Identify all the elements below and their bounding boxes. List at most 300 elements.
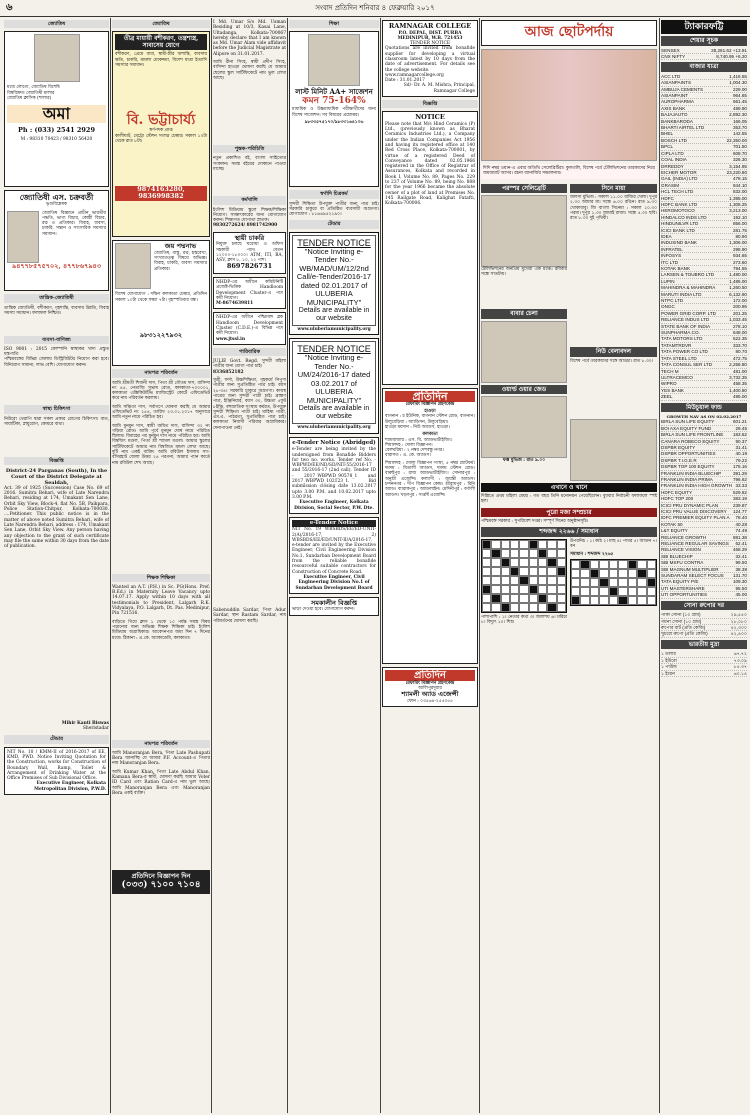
stock-name: TATA MOTORS LTD bbox=[661, 336, 703, 342]
court-notice-body: Act. 39 of 1925 (Succession) Case No. 69 of 2016. Sumitra Behari, wife of Late Narendra Behari, residing at 174, Umakant Sen Lane, Orbit Sky View, Block-4, flat No. 5B, Paikpara, Police Station-Chitpur, Kolkata-700030. ....Petitioner. This public notice is in the matter of above noted Sumitra Behari, wife of Late Narendra Behari, address : 174, Umakant Sen Lane, Orbit Sky View. Any person having any objection to the grant of such certificate may file the same within 30 days from the date of publication. bbox=[4, 485, 110, 550]
fund-value: 45.00 bbox=[735, 592, 747, 598]
fund-value: 391.29 bbox=[732, 470, 747, 476]
crossword-cell[interactable] bbox=[482, 576, 491, 585]
crossword-cell[interactable] bbox=[547, 549, 556, 558]
crossword-cell[interactable] bbox=[519, 567, 528, 576]
sthayi-title: স্থায়ী চাকরি bbox=[234, 233, 265, 242]
stock-value: 3,154.95 bbox=[729, 163, 747, 169]
crossword-cell[interactable] bbox=[538, 558, 547, 567]
stock-value: 495.00 bbox=[732, 394, 747, 400]
fund-value: 90.37 bbox=[735, 438, 747, 444]
stock-name: ACC LTD bbox=[661, 73, 681, 79]
affidavit-extra: আমি মুনমুন দাস, স্বামী অমিত দাস, বাসিন্দা ৩২ নং গড়িয়া রোড। আমি পূর্বে মুনমুন ঘোষ নামে পরিচিত ছিলাম। বিবাহের পর মুনমুন দাস নামে পরিচিত হব। আমি বিশ্বজিৎ মণ্ডল, পিতা শ্রী শ্যামল মণ্ডল। আমার স্কুলের সার্টিফিকেটে আমার নাম বিশ্বজিত মন্ডল লেখা আছে। দুটি নাম একই ব্যক্তি। আমি রবিউল ইসলাম সাং- বসিরহাট জেলা উত্তর ২৪ পরগনা, আমার প্যান কার্ডে নাম রবিউল শেখ আছে। bbox=[112, 423, 210, 466]
crossword-cell[interactable] bbox=[547, 558, 556, 567]
coaching-sub: কমন 75-164% bbox=[302, 96, 366, 107]
crossword-cell[interactable] bbox=[519, 558, 528, 567]
jaya-body: বিশেষ যোগাযোগ : দক্ষিণ কলকাতা চেম্বার, প্রতিদিন সকাল ১০টা থেকে সন্ধ্যা ৭টা। বৃহস্পতিবার বন্ধ। bbox=[115, 292, 207, 303]
crossword-cell bbox=[571, 560, 580, 569]
tender-head: টেন্ডার bbox=[4, 735, 109, 743]
centre-0: হাওড়া bbox=[424, 409, 436, 415]
show3-photo bbox=[481, 321, 567, 383]
crossword-cell bbox=[609, 596, 618, 605]
astro-phone-line: Ph : (033) 2541 2929 bbox=[18, 126, 95, 135]
agenda-head: পুরো মজা সম্প্রচার bbox=[481, 508, 657, 518]
fund-value: 529.62 bbox=[732, 489, 747, 495]
crossword-cell bbox=[647, 560, 656, 569]
fund-list bbox=[661, 419, 747, 598]
crossword-cell[interactable] bbox=[510, 576, 519, 585]
crossword-cell[interactable] bbox=[482, 567, 491, 576]
crossword-cell[interactable] bbox=[538, 549, 547, 558]
crossword-cell[interactable] bbox=[557, 540, 566, 549]
shikshak-head: শিক্ষক শিক্ষিকা bbox=[112, 574, 210, 582]
stock-value: 1,004.30 bbox=[729, 80, 747, 86]
show4-photo bbox=[570, 419, 657, 481]
fund-value: 40.28 bbox=[735, 521, 747, 527]
crossword-cell[interactable] bbox=[529, 540, 538, 549]
notice-title: NOTICE bbox=[415, 113, 445, 122]
notice-head: বিজ্ঞপ্তি bbox=[382, 100, 478, 108]
gold-name: গয়না সোনা (১০ গ্রাম) bbox=[661, 618, 702, 624]
crossword-cell[interactable] bbox=[538, 567, 547, 576]
crossword-cell[interactable] bbox=[482, 558, 491, 567]
crossword-cell[interactable] bbox=[529, 567, 538, 576]
stock-name: ZEEL bbox=[661, 394, 673, 400]
crossword-cell[interactable] bbox=[538, 540, 547, 549]
crossword-cell[interactable] bbox=[529, 603, 538, 612]
crossword-cell[interactable] bbox=[547, 576, 556, 585]
stock-value: 23,220.80 bbox=[726, 169, 747, 175]
crossword-cell[interactable] bbox=[529, 549, 538, 558]
stock-value: 1,308.25 bbox=[729, 201, 747, 207]
centre-2: উলুবেড়িয়া : অ্যাডিসন, উলুবেড়িয়া। bbox=[385, 419, 449, 425]
stock-value: 522.35 bbox=[732, 336, 747, 342]
index-value: 28,261.62 +13.91 bbox=[711, 47, 747, 53]
sahakari-ad bbox=[289, 597, 379, 616]
puzzle-head: শব্দজব্দ ২২৬৬ / সমাধান bbox=[481, 527, 657, 537]
stock-value: 478.15 bbox=[732, 176, 747, 182]
crossword-cell[interactable] bbox=[557, 549, 566, 558]
crossword-cell[interactable] bbox=[501, 594, 510, 603]
crossword-cell bbox=[580, 560, 589, 569]
sthayi-text: নিযুক্ত চলছে ঘরোয়া ও অফিস সহকারী পদে। বেতন ১২০০০-১৮০০০। ATM, ITI, BA, ASV, ক্লাস ৮, ১০, ১২ পাশ। bbox=[216, 242, 283, 264]
bottom-centre bbox=[382, 667, 478, 707]
crossword-cell[interactable] bbox=[538, 594, 547, 603]
ticker-brand: ট্যাকারফট্টি bbox=[661, 20, 747, 34]
crossword-cell[interactable] bbox=[557, 558, 566, 567]
paribarik-head: পারিবারিক bbox=[213, 348, 286, 356]
stock-name: ONGC bbox=[661, 304, 675, 310]
fund-name: UTI OPPORTUNITIES bbox=[661, 592, 708, 598]
astro-phones: M : 98310 70423 / 98310 56420 bbox=[20, 136, 93, 142]
julie-phone: 8336852182 bbox=[213, 369, 244, 375]
stock-name: HEROMOTOCO bbox=[661, 208, 695, 214]
jyoti-sub: ভৃগুবিশ্লেষক bbox=[46, 202, 67, 208]
centre-8: বারাসত : এ. কে. অ্যাডস। bbox=[385, 453, 431, 459]
banner-text: আজ ছোটপর্দায় bbox=[524, 24, 614, 40]
teacher-extra: বাড়িতে গিয়ে ক্লাস ১ থেকে ১০ পর্যন্ত সমস্ত বিষয় পড়ানোর জন্য অভিজ্ঞ শিক্ষক শিক্ষিকা চাই। ইংলিশ মিডিয়াম অগ্রাধিকার। আবেদনপত্র জমা দিন ৭ দিনের মধ্যে। ঠিকানা : এ.কে. অ্যাকাডেমি, কলকাতা। bbox=[112, 619, 210, 641]
tender1-details: Details are available in our website bbox=[298, 307, 370, 323]
crossword-cell bbox=[628, 569, 637, 578]
gold-value: ৪২,৩০০ bbox=[730, 625, 747, 631]
astro-line-2: বিশ্ববিশ্রুত জ্যোতিষী মালার bbox=[7, 90, 55, 96]
stock-value: 172.00 bbox=[732, 298, 747, 304]
stock-value: 608.70 bbox=[732, 150, 747, 156]
stock-value: 481.00 bbox=[732, 368, 747, 374]
crossword-cell[interactable] bbox=[491, 558, 500, 567]
crossword-cell[interactable] bbox=[501, 558, 510, 567]
indices-list bbox=[661, 48, 747, 61]
currency-row bbox=[661, 671, 747, 677]
stock-value: 661.45 bbox=[732, 99, 747, 105]
crossword-cell[interactable] bbox=[557, 567, 566, 576]
col3-bottom: Sabenuddin Sardar, পিতা Adur Sardar, স্থান Rastam Sardar, নাম পরিবর্তনের ঘোষণা করছি। bbox=[213, 608, 286, 624]
crossword-cell bbox=[599, 560, 608, 569]
crossword-cell[interactable] bbox=[538, 585, 547, 594]
centre-1: বাগনান : চ ইউনিক, বাগনান স্টেশন রোড, বাগনান। bbox=[385, 414, 475, 420]
tender2-details: Details are available in our website bbox=[298, 405, 370, 421]
crossword-cell[interactable] bbox=[519, 540, 528, 549]
stock-value: 701.50 bbox=[732, 144, 747, 150]
mf-head: মিউচুয়াল ফান্ড bbox=[661, 403, 747, 413]
currency-name: ১ ডলার bbox=[661, 651, 676, 657]
stock-name: ITC LTD bbox=[661, 259, 679, 265]
fund-value: 29.45 bbox=[735, 425, 747, 431]
name-change-head: নামপত্র পরিবর্তন bbox=[112, 740, 210, 748]
crossword-cell bbox=[571, 578, 580, 587]
affidavit-1: আমি শ্রীমতী শিবানী দাস, পিতা শ্রী গৌতম দাস, বাসিন্দা নং ৪৫, নেতাজি সুভাষ রোড, কলকাতা-৭০০০০১, কলকাতা এক্সিকিউটিভ ম্যাজিস্ট্রেট কোর্টে এফিডেভিট করে নাম পরিবর্তন করলাম। bbox=[112, 380, 210, 402]
stock-name: HDFC bbox=[661, 195, 674, 201]
crossword-grid[interactable] bbox=[481, 539, 567, 613]
crossword-cell[interactable] bbox=[547, 585, 556, 594]
lead-text: দিদি নম্বর ওয়ান-এ এবার অতিথি সেলেব্রিটিরা। কুলতলি, বিশেষ পর্বে টেলিভিশনের তারকাদের নিয়ে জমজমাট আসর। রচনা ব্যানার্জির সঞ্চালনায়। bbox=[481, 164, 657, 179]
crossword-cell[interactable] bbox=[529, 594, 538, 603]
crossword-cell[interactable] bbox=[501, 549, 510, 558]
crossword-cell[interactable] bbox=[519, 603, 528, 612]
crossword-cell[interactable] bbox=[510, 558, 519, 567]
stock-value: 22,350.00 bbox=[726, 137, 747, 143]
crossword-cell bbox=[609, 560, 618, 569]
stock-name: COAL INDIA bbox=[661, 157, 687, 163]
college-title: RAMNAGAR COLLEGE bbox=[388, 22, 472, 30]
crossword-cell[interactable] bbox=[547, 567, 556, 576]
crossword-cell[interactable] bbox=[510, 567, 519, 576]
college-notice bbox=[382, 20, 478, 97]
centre-4: কলকাতা bbox=[422, 432, 438, 438]
currency-value: ৬০.১৪ bbox=[733, 670, 747, 676]
crossword-cell[interactable] bbox=[510, 603, 519, 612]
college-sign: Sd/- Dr. A. M. Mishra, Principal, Ramnagar College bbox=[403, 83, 475, 94]
answers-head: সমাধান : শব্দজব্দ ২২৬৫ bbox=[570, 551, 614, 557]
college-addr: P.O. DEPAL, DIST. PURBA MEDINIPUR, W.B. 721453 bbox=[397, 30, 463, 41]
crossword-cell[interactable] bbox=[491, 576, 500, 585]
column-7 bbox=[661, 20, 747, 1110]
fund-value: 383.19 bbox=[732, 496, 747, 502]
index-name: CNX NIFTY bbox=[661, 53, 686, 59]
tender2-web[interactable]: www.uluberiamunicipality.org bbox=[297, 425, 371, 431]
stock-value: 333.70 bbox=[732, 342, 747, 348]
stock-value: 80.90 bbox=[735, 233, 747, 239]
bottom-ad bbox=[112, 870, 210, 895]
show5-title: ওয়ার্ল্ড ওয়ার জেড bbox=[481, 385, 567, 395]
column-6 bbox=[481, 20, 657, 1110]
crossword-cell[interactable] bbox=[519, 585, 528, 594]
name-change-text: আমি Manoranjan Bera, পিতা Late Pashupati Bera জানাচ্ছি যে আমার P.F. Account-এ পিতার নাম Manoranjan Bera. bbox=[112, 750, 210, 767]
crossword-cell[interactable] bbox=[482, 603, 491, 612]
affidavit-2: আমি সঞ্চিতা দাস, সর্বাগণে ঘোষণা করছি যে আমার এফিডেভিট নং ২৫৪, তারিখ ২৩.০১.২০১৭ অনুসারে আমি নতুন নামে পরিচিত হব। bbox=[112, 404, 210, 421]
stock-name: MARUTI INDIA LTD bbox=[661, 291, 702, 297]
currency-value: ৭৩.০৯ bbox=[733, 657, 747, 663]
crossword-cell bbox=[599, 569, 608, 578]
market-head: শেয়ার সূচক bbox=[661, 36, 747, 46]
crossword-cell[interactable] bbox=[491, 567, 500, 576]
classified-head-1: তান্ত্রিক-জ্যোতিষী bbox=[4, 294, 109, 302]
crossword-cell[interactable] bbox=[547, 540, 556, 549]
crossword-cell[interactable] bbox=[501, 576, 510, 585]
crossword-cell[interactable] bbox=[510, 594, 519, 603]
gold-row bbox=[661, 631, 747, 637]
crossword-cell bbox=[580, 587, 589, 596]
coaching-title: লাস্ট মিনিট AA+ সাজেশন bbox=[295, 87, 373, 97]
stock-name: EICHER MOTOR bbox=[661, 169, 697, 175]
crossword-cell bbox=[647, 569, 656, 578]
stock-list bbox=[661, 74, 747, 401]
crossword-cell[interactable] bbox=[491, 594, 500, 603]
fund-value: 78.40 bbox=[735, 515, 747, 521]
crossword-cell bbox=[599, 596, 608, 605]
jyoti-phone: ৯৪৭৭৮৫৭৫৭০২, ৪৭৭৮৬৭৯৪৩ bbox=[12, 261, 101, 270]
court-sign: Mihir Kanti Biswas bbox=[61, 720, 109, 726]
crossword-cell[interactable] bbox=[510, 549, 519, 558]
stock-row bbox=[661, 394, 747, 400]
nhdp-web[interactable]: www.jtssl.in bbox=[216, 336, 246, 342]
affidavit-head: নামপত্র পরিবর্তন bbox=[112, 369, 210, 377]
stock-name: GAIL (INDIA) LTD bbox=[661, 176, 698, 182]
jyoti-photo bbox=[7, 211, 39, 263]
crossword-cell bbox=[618, 560, 627, 569]
crossword-cell bbox=[647, 587, 656, 596]
stock-name: MAHINDRA & MAHINDRA bbox=[661, 285, 716, 291]
crossword-cell bbox=[580, 569, 589, 578]
crossword-cell[interactable] bbox=[491, 549, 500, 558]
fund-value: 95.50 bbox=[735, 585, 747, 591]
crossword-cell[interactable] bbox=[482, 594, 491, 603]
crossword-cell[interactable] bbox=[491, 540, 500, 549]
jobs-head: পুস্তক-পরিচিতি bbox=[213, 145, 286, 153]
crossword-cell bbox=[637, 560, 646, 569]
crossword-cell[interactable] bbox=[519, 594, 528, 603]
show1-photo bbox=[481, 195, 567, 267]
crossword-cell bbox=[618, 596, 627, 605]
stock-value: 1,416.55 bbox=[729, 73, 747, 79]
entertainment-banner bbox=[481, 20, 657, 46]
stock-value: 964.65 bbox=[732, 93, 747, 99]
crossword-cell[interactable] bbox=[557, 603, 566, 612]
crossword-cell bbox=[571, 587, 580, 596]
fund-name: KOTAK 50 bbox=[661, 521, 683, 527]
college-sub: TENDER NOTICE bbox=[409, 41, 451, 47]
crossword-cell[interactable] bbox=[547, 603, 556, 612]
bhattacharya-sub: স্বর্ণপদক প্রাপ্ত bbox=[149, 128, 173, 134]
stock-value: 472.75 bbox=[732, 355, 747, 361]
stock-name: TECH M bbox=[661, 368, 679, 374]
stock-name: HINDUNILVR LTD bbox=[661, 221, 699, 227]
crossword-cell[interactable] bbox=[547, 594, 556, 603]
centre-5: শ্যামবাজার : এস. বি. অ্যাডভার্টাইজিং। bbox=[385, 437, 453, 443]
crossword-cell[interactable] bbox=[510, 585, 519, 594]
fund-name: BIRLA SUN LIFE EQUITY bbox=[661, 419, 715, 425]
stock-value: 1,480.00 bbox=[729, 272, 747, 278]
crossword-cell[interactable] bbox=[491, 585, 500, 594]
fund-value: 74.49 bbox=[735, 528, 747, 534]
crossword-cell[interactable] bbox=[529, 576, 538, 585]
cinema-list: জলসা মুভিজ : সকাল ১১.০০ বাজির খেলা। দুপুর ২.৩০ আমার মা। সন্ধে ৬.০০ রঙিন। রাত ৯.৩০ খোকাবাবু। জি বাংলা সিনেমা : সকাল ১০.৩০ পরমা। দুপুর ১.৩০ জামাই রাজা। সন্ধে ৫.৩০ ছবি। রাত ৮.৩০ দুই পৃথিবী। bbox=[570, 195, 657, 222]
job-text: ইংলিশ মিডিয়াম স্কুলে শিক্ষক/শিক্ষিকা নিয়োগ। সাক্ষাৎকারের জন্য যোগাযোগ করুন। শিক্ষাগত যোগ্যতা স্নাতক। bbox=[213, 207, 286, 224]
etender bbox=[289, 517, 379, 594]
stock-name: BOSCH LTD bbox=[661, 137, 687, 143]
section-label-2: জ্যোতিষ bbox=[112, 20, 210, 28]
masthead-line: সংবাদ প্রতিদিন শনিবার ৪ ফেব্রুয়ারি ২০১৭ bbox=[315, 4, 435, 12]
jyoti-ad bbox=[4, 190, 109, 291]
stock-name: STATE BANK OF INDIA bbox=[661, 323, 711, 329]
currency-name: ১ পাউন্ড bbox=[661, 664, 677, 670]
wanted-text: Wanted an A.T. (P.H.) in Sc. PG(Hons. Pref. B.Ed.) in Maternity Leave Vacancy upto 14.07.17. Apply within 10 days with all testimonials to President, Lalgarh R.K. Vidyalaya, P.O. Lalgarh, Dt. Pas. Medinipur, Pin 721516. bbox=[112, 584, 210, 617]
page-header bbox=[0, 0, 750, 17]
bhattacharya-phone: 9874163280, 9836998382 bbox=[115, 186, 207, 201]
stock-name: BHARTI AIRTEL LTD bbox=[661, 125, 705, 131]
fund-name: HDFC TOP 200 bbox=[661, 496, 694, 502]
gold-list bbox=[661, 612, 747, 638]
crossword-cell[interactable] bbox=[538, 603, 547, 612]
section-label: জ্যোতিষ bbox=[4, 20, 109, 28]
bottom-sub: রেফারিং বিজ্ঞাপন গ্রহণকেন্দ্র bbox=[405, 680, 455, 686]
julie-text: JULIE Govt. Regd. সুন্দরী মহিলা পাত্রীর জন্য যোগ্য পাত্র চাই। bbox=[213, 359, 286, 370]
fund-value: 38.38 bbox=[735, 566, 747, 572]
nhdp-text: NHDP-এর অধীনে কমিউনিটি প্রজেক্ট-ভিত্তিক Handloom Development Cluster-এ পদে কর্মী নিয়োগ। bbox=[216, 279, 283, 301]
crossword-cell[interactable] bbox=[501, 540, 510, 549]
crossword-cell[interactable] bbox=[519, 576, 528, 585]
crossword-cell bbox=[637, 596, 646, 605]
job-phone: 9830272624/ 8981742900 bbox=[213, 223, 278, 229]
crossword-cell[interactable] bbox=[482, 585, 491, 594]
coaching-photo bbox=[308, 34, 360, 86]
crossword-cell bbox=[590, 587, 599, 596]
column-3 bbox=[213, 20, 286, 1110]
fund-name: FRANKLIN INDIA PRIMA bbox=[661, 476, 713, 482]
nhdp-ad-1 bbox=[213, 277, 286, 309]
crossword-cell bbox=[618, 587, 627, 596]
fund-name: FRANKLIN INDIA BLUECHIP bbox=[661, 470, 722, 476]
mf-sub: GROWTH NAV AS ON 02.02.2017 bbox=[666, 414, 742, 420]
tender1-web[interactable]: www.uluberiamunicipality.org bbox=[297, 327, 371, 333]
fund-value: 175.16 bbox=[732, 464, 747, 470]
crossword-cell bbox=[628, 578, 637, 587]
abridged-sign: Executive Engineer, Kolkata Division, Social Sector, P.W. Dte. bbox=[294, 500, 374, 511]
crossword-cell[interactable] bbox=[557, 585, 566, 594]
abridged-tender bbox=[289, 437, 379, 514]
iso-text: ISO 9001 : 2015 কোম্পানি স্বাস্থ্যকর খাদ্য প্রস্তুত যন্ত্রপাতি bbox=[4, 346, 109, 358]
fund-name: SUNDARAM SELECT FOCUS bbox=[661, 573, 724, 579]
crossword-cell bbox=[580, 578, 589, 587]
fund-value: 881.38 bbox=[732, 534, 747, 540]
fund-value: 601.21 bbox=[732, 419, 747, 425]
show4-title: নিউ বেলাবদল bbox=[570, 347, 657, 357]
stock-name: YES BANK bbox=[661, 387, 684, 393]
stock-value: 944.10 bbox=[732, 182, 747, 188]
crossword-cell[interactable] bbox=[519, 549, 528, 558]
crossword-cell[interactable] bbox=[491, 603, 500, 612]
crossword-cell[interactable] bbox=[529, 558, 538, 567]
college-web[interactable]: www.ramnagarcollege.org bbox=[385, 72, 444, 78]
show2-title: সিনে মায়া bbox=[570, 184, 657, 194]
fund-name: DSPBR EQUITY bbox=[661, 444, 696, 450]
crossword-cell bbox=[609, 587, 618, 596]
pratidin-sub: রেফারিং বিজ্ঞাপন গ্রহণকেন্দ্র bbox=[405, 401, 455, 407]
crossword-cell bbox=[590, 578, 599, 587]
fund-value: 40.19 bbox=[735, 451, 747, 457]
stock-name: TATA POWER CO LTD bbox=[661, 349, 708, 355]
ticker-text: দিল্লিতে প্রথম মহিলা মেয়র : গত বছর তিনি মনোনয়ন পেয়েছিলেন। বুধবার নির্বাচনী ফলাফলে স্পষ্ট হল। bbox=[481, 494, 657, 505]
index-value: 8,740.95 +6.20 bbox=[716, 53, 747, 59]
stock-value: 1,260.50 bbox=[729, 285, 747, 291]
currency-value: ৬৭.৭২ bbox=[733, 651, 747, 657]
stock-value: 281.75 bbox=[732, 227, 747, 233]
fund-value: 79.22 bbox=[735, 457, 747, 463]
clues-down: উপরনিচ : ১। কাঠ ২। মাছ ৪। পাথর ৫। আগুন ৭। বন bbox=[570, 538, 657, 550]
tender-head-4: টেন্ডার bbox=[289, 220, 379, 228]
crossword-cell bbox=[628, 596, 637, 605]
fund-value: 109.30 bbox=[732, 579, 747, 585]
crossword-cell bbox=[637, 587, 646, 596]
stock-value: 298.90 bbox=[732, 246, 747, 252]
stock-name: CIPLA LTD bbox=[661, 150, 684, 156]
stock-value: 934.65 bbox=[732, 253, 747, 259]
crossword-cell[interactable] bbox=[501, 567, 510, 576]
stock-name: ASIANPAINTS bbox=[661, 80, 692, 86]
stock-value: 1,306.00 bbox=[729, 240, 747, 246]
crossword-cell[interactable] bbox=[501, 585, 510, 594]
crossword-cell[interactable] bbox=[557, 594, 566, 603]
fund-name: SBI MAGNUM MULTIPLIER bbox=[661, 566, 719, 572]
crossword-cell[interactable] bbox=[482, 540, 491, 549]
gold-value: ২৯,৫৫০ bbox=[730, 612, 747, 618]
crossword-cell[interactable] bbox=[501, 603, 510, 612]
crossword-cell[interactable] bbox=[529, 585, 538, 594]
stock-value: 489.90 bbox=[732, 105, 747, 111]
centres-extra: শিয়ালদহ : দোলা বিজ্ঞাপন সংস্থা, ৫ নম্বর প্ল্যাটফর্ম। দমদম : মিতালী অ্যাডস, দমদম স্টেশন রোড। বারুইপুর : রাজ অ্যাডভার্টাইজিং। সোনারপুর : অনুশ্রী এজেন্সি। কল্যাণী : জয়ন্তী অ্যাডস। চন্দননগর : দীপ বিজ্ঞাপন কেন্দ্র। শ্রীরামপুর : রিনি অ্যাড। ব্যারাকপুর : অ্যাডলাইন। মেদিনীপুর : বর্ণালী অ্যাডস। খড়্গপুর : সপ্তর্ষি এজেন্সি। bbox=[385, 460, 475, 498]
jobs-text: নতুন প্রকাশিত বই, বাংলা সাহিত্যের সংকলন। সমস্ত বইয়ের দোকানে পাওয়া যাচ্ছে। bbox=[213, 156, 286, 172]
fund-name: BIRLA SUN LIFE FRONTLINE bbox=[661, 432, 724, 438]
crossword-cell[interactable] bbox=[557, 576, 566, 585]
centre-7: বেলঘরিয়া : ২ নম্বর দেশবন্ধু নগর। bbox=[385, 448, 444, 454]
centre-3: হাওড়া ময়দান : নিউ অ্যাডস, হাওড়া। bbox=[385, 425, 450, 430]
stock-name: HINDALCO INDS LTD bbox=[661, 214, 707, 220]
tantra-body: বশীকরণ, প্রেমে বাধা, স্বামী-স্ত্রীর অশান্তি, ব্যবসায় ক্ষতি, চাকরি, মামলা মোকদ্দমা, বিদেশ যাত্রা ইত্যাদি সমস্যার সমাধান। bbox=[115, 52, 207, 68]
coaching-phone: ৯৮৩৩৫৭৫১৭০/৯৮৩৩১৬৪১০৬ bbox=[304, 119, 364, 125]
stock-value: 278.10 bbox=[732, 323, 747, 329]
show1-text: টেলিভিশনের জনপ্রিয় মুখেরা এক মঞ্চে। রবিবার সন্ধে সাতটায়। bbox=[481, 267, 567, 278]
stock-name: IDEA bbox=[661, 233, 672, 239]
stock-value: 229.00 bbox=[732, 86, 747, 92]
stock-value: 458.35 bbox=[732, 381, 747, 387]
crossword-cell bbox=[599, 587, 608, 596]
column-4 bbox=[289, 20, 379, 1110]
crossword-cell[interactable] bbox=[482, 549, 491, 558]
stock-name: ULTRACEMCO bbox=[661, 374, 693, 380]
col3-extra-2: সুশ্রী, ফর্সা, উচ্চশিক্ষিতা, গৃহকর্মে নিপুণা পাত্রীর জন্য সুপ্রতিষ্ঠিত পাত্র চাই। বয়স ২৮-৩৪। সরকারি চাকুরে অগ্রগণ্য। কায়স্থ পাত্রের জন্য সুন্দরী পাত্রী চাই। ব্রাহ্মণ পাত্র, ইঞ্জিনিয়ার, বয়স ৩০, উচ্চতা ৫ফুট ৮ইঞ্চি, বহুজাতিক সংস্থায় কর্মরত, উপযুক্ত সুন্দরী শিক্ষিতা পাত্রী চাই। মাহিষ্য পাত্রী, এম.এ. পাঠরতা, সুপ্রতিষ্ঠিত পাত্র চাই। কলকাতা নিবাসী পরিবার অগ্রাধিকার। দেনাপাওনা নেই। bbox=[213, 378, 286, 431]
crossword-cell[interactable] bbox=[510, 540, 519, 549]
crossword-cell[interactable] bbox=[538, 576, 547, 585]
